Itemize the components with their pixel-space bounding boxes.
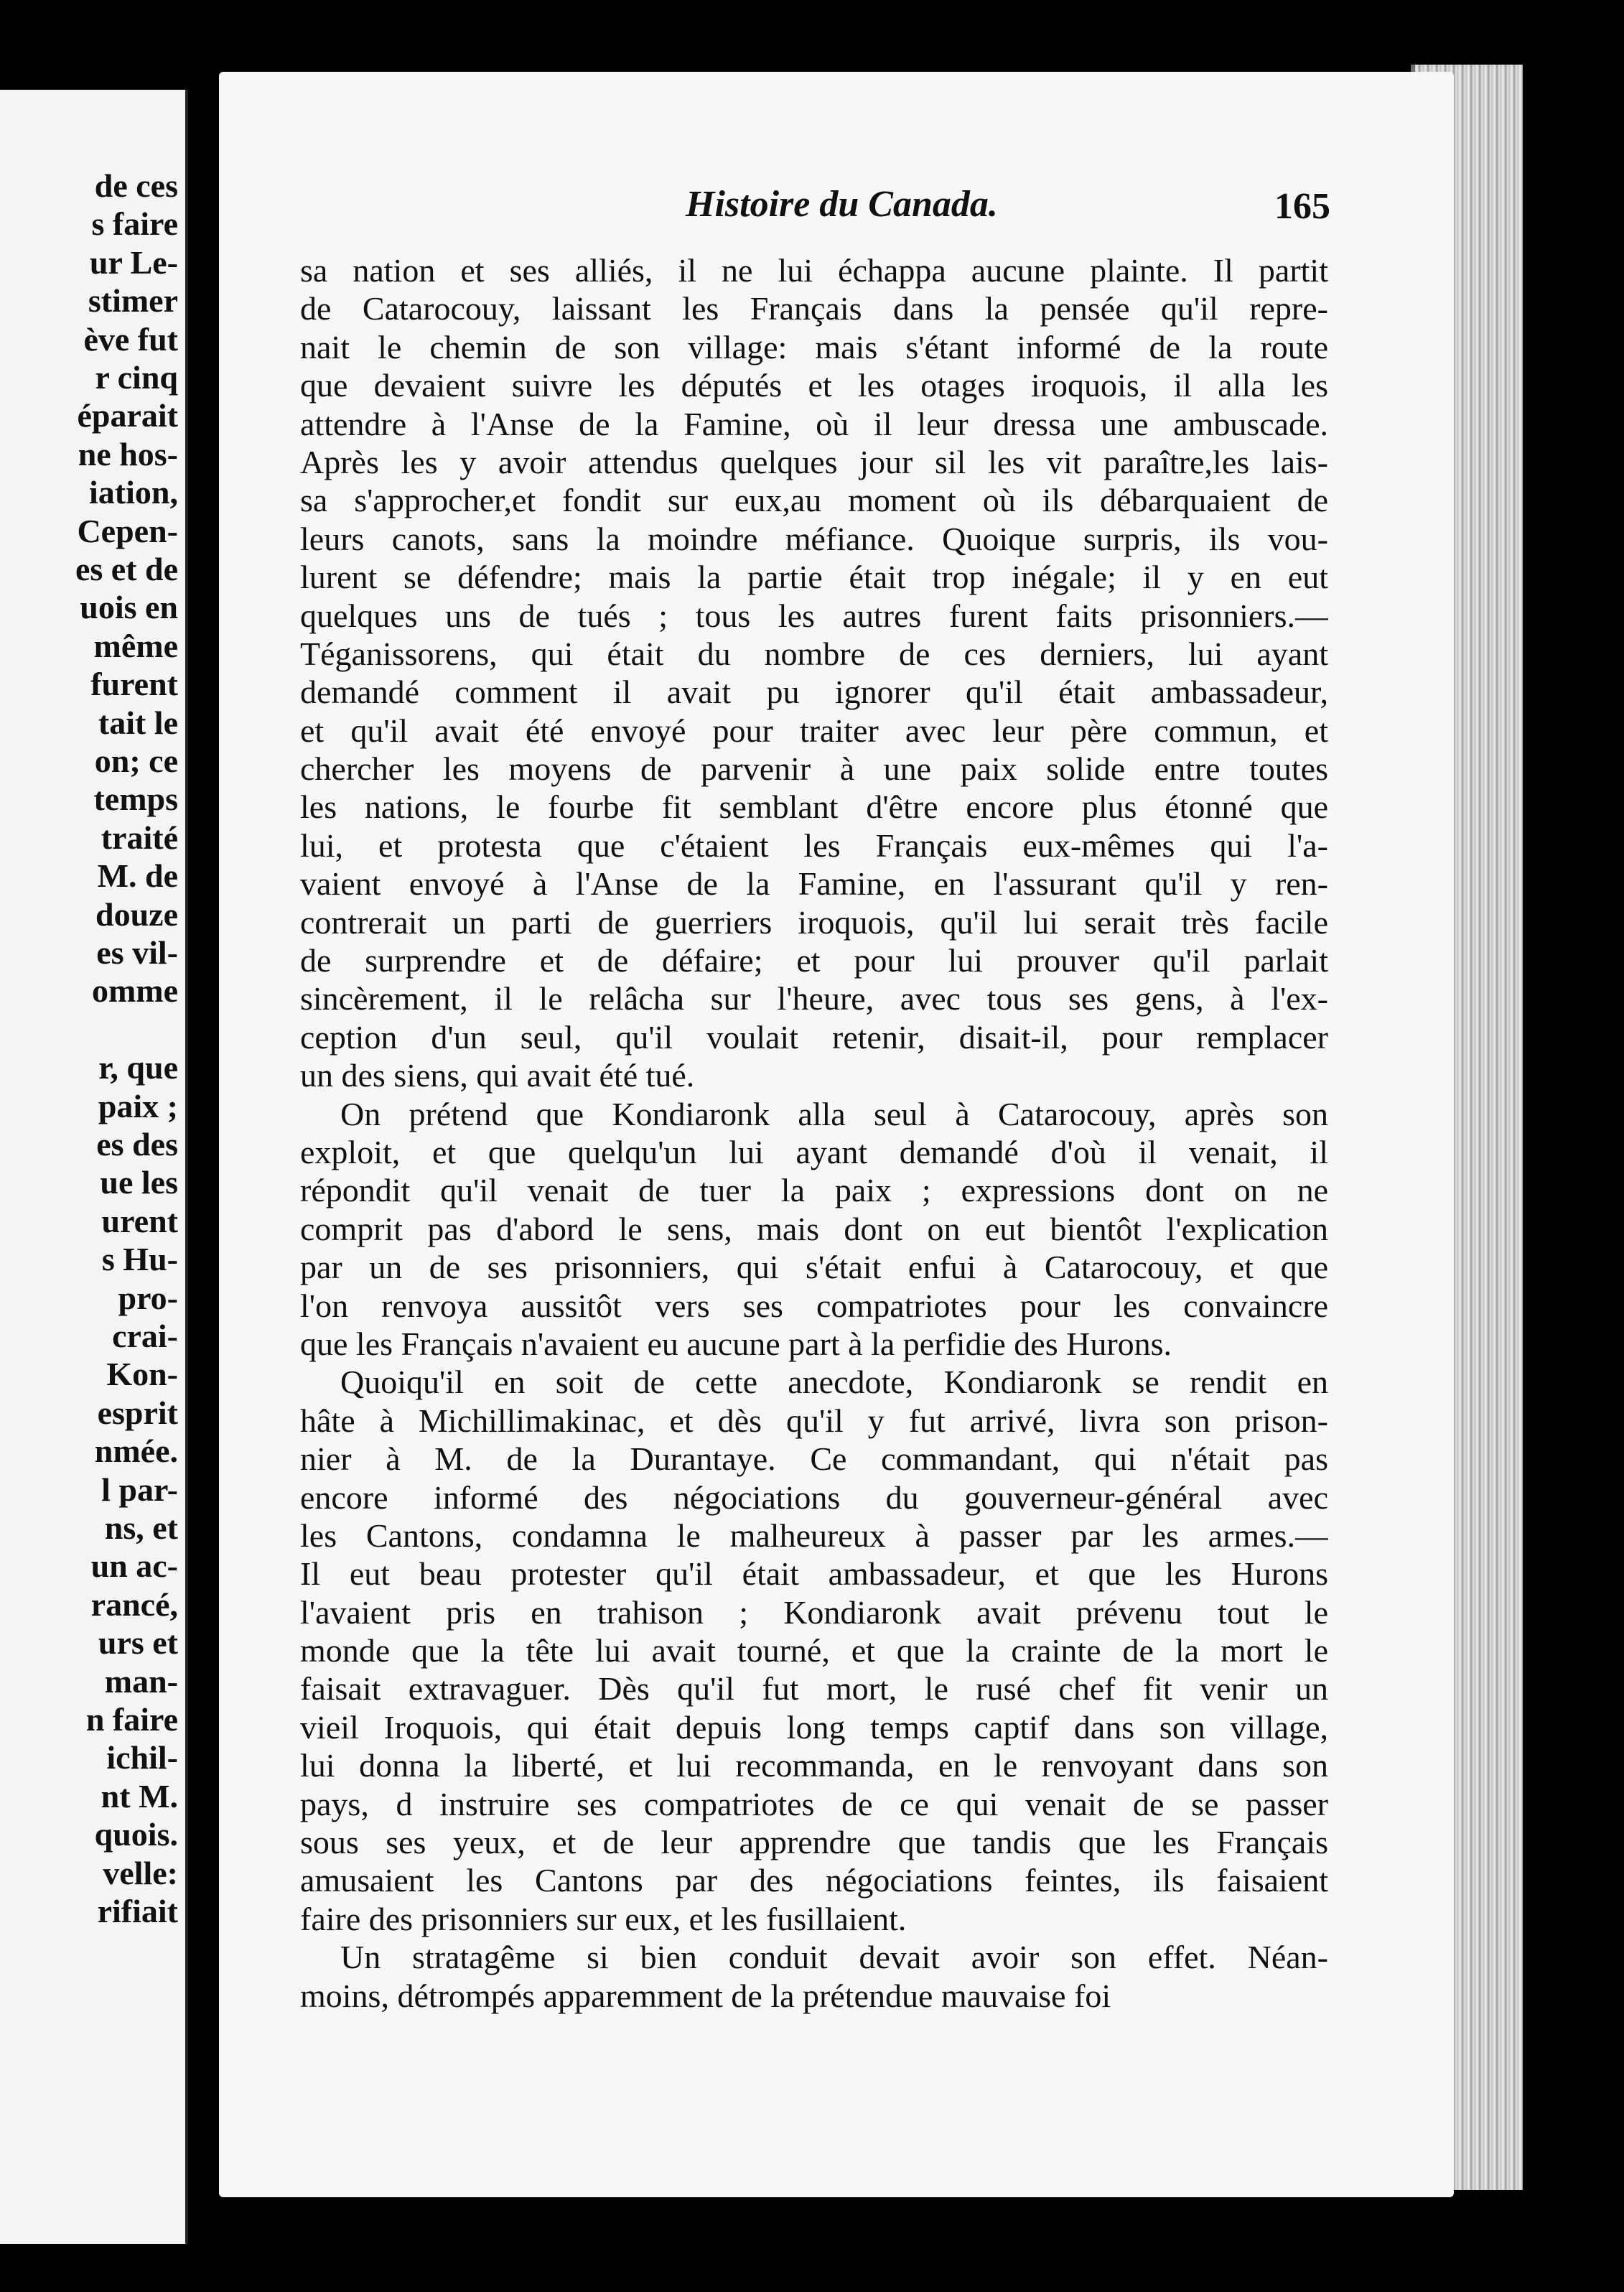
- paragraph: [300, 1938, 1328, 2015]
- left-page-line: velle:: [103, 1854, 178, 1891]
- left-page-line: M. de: [97, 857, 178, 895]
- text-line: lurent se défendre; mais la partie était trop inégale; il y en eut: [300, 559, 1328, 596]
- text-line: attendre à l'Anse de la Famine, où il leur dressa une ambuscade.: [300, 405, 1328, 442]
- text-line: moins, détrompés apparemment de la prétendue mauvaise foi: [300, 1977, 1111, 2014]
- text-line: de Catarocouy, laissant les Français dans la pensée qu'il repre-: [300, 290, 1328, 327]
- text-line: monde que la tête lui avait tourné, et que la crainte de la mort le: [300, 1632, 1328, 1669]
- left-page-line: ne hos-: [78, 435, 178, 472]
- text-line: sous ses yeux, et de leur apprendre que tandis que les Français: [300, 1824, 1328, 1861]
- page-body-text: [300, 251, 1328, 2015]
- left-page-line: s faire: [91, 205, 178, 243]
- left-page-line: l par-: [101, 1471, 178, 1508]
- text-line: par un de ses prisonniers, qui s'était enfui à Catarocouy, et que: [300, 1249, 1328, 1286]
- text-line: comprit pas d'abord le sens, mais dont on eut bientôt l'explication: [300, 1210, 1328, 1247]
- left-page-line: n faire: [85, 1701, 178, 1738]
- text-line: l'avaient pris en trahison ; Kondiaronk avait prévenu tout le: [300, 1593, 1328, 1631]
- left-page-line: ichil-: [106, 1739, 178, 1776]
- facing-left-page: [0, 90, 188, 2244]
- left-page-line: on; ce: [94, 742, 178, 779]
- left-page-line: esprit: [97, 1394, 178, 1431]
- text-line: nait le chemin de son village: mais s'étant informé de la route: [300, 328, 1328, 365]
- text-line: ception d'un seul, qu'il voulait retenir, disait-il, pour remplacer: [300, 1018, 1328, 1056]
- text-line: encore informé des négociations du gouverneur-général avec: [300, 1478, 1328, 1516]
- text-line: nier à M. de la Durantaye. Ce commandant, qui n'était pas: [300, 1440, 1328, 1478]
- text-line: sa s'approcher,et fondit sur eux,au moment où ils débarquaient de: [300, 482, 1328, 519]
- left-page-line: es des: [96, 1126, 178, 1163]
- left-page-line: ns, et: [104, 1509, 178, 1546]
- text-line: les Cantons, condamna le malheureux à passer par les armes.—: [300, 1517, 1328, 1554]
- left-page-line: man-: [104, 1662, 178, 1700]
- text-line: amusaient les Cantons par des négociations feintes, ils faisaient: [300, 1862, 1328, 1899]
- text-line: vaient envoyé à l'Anse de la Famine, en l'assurant qu'il y ren-: [300, 865, 1328, 903]
- left-page-line: nt M.: [101, 1777, 178, 1814]
- left-page-line: urs et: [98, 1624, 178, 1662]
- left-page-line: temps: [93, 781, 178, 818]
- text-line: contrerait un parti de guerriers iroquois, qu'il lui serait très facile: [300, 903, 1328, 941]
- left-page-line: iation,: [89, 474, 178, 511]
- text-line: Quoiqu'il en soit de cette anecdote, Kondiaronk se rendit en: [340, 1364, 1328, 1401]
- text-line: pays, d instruire ses compatriotes de ce qui venait de se passer: [300, 1785, 1328, 1822]
- left-page-line: furent: [90, 666, 178, 703]
- left-page-line: urent: [101, 1202, 178, 1239]
- left-page-line: même: [93, 627, 178, 664]
- text-line: Un stratagême si bien conduit devait avoir son effet. Néan-: [340, 1939, 1328, 1976]
- left-page-line: Cepen-: [77, 512, 178, 549]
- left-page-line: ur Le-: [89, 243, 178, 281]
- left-page-line: stimer: [88, 282, 178, 320]
- text-line: quelques uns de tués ; tous les autres furent faits prisonniers.—: [300, 597, 1328, 634]
- text-line: faisait extravaguer. Dès qu'il fut mort, le rusé chef fit venir un: [300, 1670, 1328, 1708]
- text-line: les nations, le fourbe fit semblant d'être encore plus étonné que: [300, 788, 1328, 826]
- text-line: un des siens, qui avait été tué.: [300, 1057, 695, 1094]
- left-page-line: douze: [95, 895, 178, 933]
- left-page-line: s Hu-: [101, 1241, 178, 1278]
- text-line: l'on renvoya aussitôt vers ses compatriotes pour les convaincre: [300, 1287, 1328, 1324]
- left-page-line: rifiait: [97, 1893, 178, 1929]
- text-line: lui, et protesta que c'étaient les Français eux-mêmes qui l'a-: [300, 826, 1328, 864]
- left-page-line: quois.: [94, 1816, 178, 1853]
- text-line: hâte à Michillimakinac, et dès qu'il y fut arrivé, livra son prison-: [300, 1402, 1328, 1439]
- text-line: Après les y avoir attendus quelques jour sil les vit paraître,les lais-: [300, 443, 1328, 480]
- text-line: On prétend que Kondiaronk alla seul à Catarocouy, après son: [340, 1095, 1328, 1132]
- text-line: vieil Iroquois, qui était depuis long temps captif dans son village,: [300, 1708, 1328, 1746]
- left-page-line: nmée.: [94, 1432, 178, 1470]
- left-page-line: omme: [91, 972, 178, 1010]
- left-page-line: pro-: [118, 1279, 178, 1316]
- left-page-line: de ces: [94, 167, 178, 204]
- text-line: de surprendre et de défaire; et pour lui prouver qu'il parlait: [300, 942, 1328, 979]
- left-page-line: tait le: [98, 704, 178, 741]
- paragraph: [300, 251, 1328, 1095]
- running-header-title: Histoire du Canada.: [686, 184, 998, 225]
- left-page-line: r, que: [98, 1049, 178, 1086]
- text-line: Téganissorens, qui était du nombre de ces derniers, lui ayant: [300, 635, 1328, 672]
- text-line: répondit qu'il venait de tuer la paix ; expressions dont on ne: [300, 1172, 1328, 1209]
- left-page-line: éparait: [77, 397, 178, 434]
- page-number: 165: [1274, 186, 1330, 227]
- left-page-line: es et de: [75, 551, 178, 587]
- text-line: faire des prisonniers sur eux, et les fusillaient.: [300, 1900, 907, 1937]
- paragraph: [300, 1095, 1328, 1364]
- text-line: que les Français n'avaient eu aucune part à la perfidie des Hurons.: [300, 1325, 1172, 1362]
- text-line: sincèrement, il le relâcha sur l'heure, avec tous ses gens, à l'ex-: [300, 980, 1328, 1017]
- left-page-line: paix ;: [98, 1087, 178, 1124]
- paragraph: [300, 1363, 1328, 1938]
- left-page-line: ue les: [100, 1164, 178, 1201]
- text-line: sa nation et ses alliés, il ne lui échappa aucune plainte. Il partit: [300, 252, 1328, 289]
- text-line: que devaient suivre les députés et les otages iroquois, il alla les: [300, 367, 1328, 404]
- left-page-line: Kon-: [106, 1356, 178, 1393]
- text-line: demandé comment il avait pu ignorer qu'il était ambassadeur,: [300, 674, 1328, 711]
- left-page-line: traité: [101, 819, 178, 856]
- left-page-line: es vil-: [96, 934, 178, 971]
- left-page-line: ève fut: [83, 320, 178, 358]
- left-page-line: uois en: [80, 589, 178, 626]
- text-line: leurs canots, sans la moindre méfiance. Quoique surpris, ils vou-: [300, 520, 1328, 557]
- text-line: lui donna la liberté, et lui recommanda, en le renvoyant dans son: [300, 1747, 1328, 1784]
- left-page-line: rancé,: [90, 1585, 178, 1623]
- left-page-line: r cinq: [95, 359, 178, 396]
- left-page-line: un ac-: [90, 1547, 178, 1585]
- left-page-line: crai-: [112, 1318, 178, 1354]
- text-line: Il eut beau protester qu'il était ambassadeur, et que les Hurons: [300, 1555, 1328, 1593]
- text-line: exploit, et que quelqu'un lui ayant demandé d'où il venait, il: [300, 1133, 1328, 1170]
- text-line: et qu'il avait été envoyé pour traiter avec leur père commun, et: [300, 712, 1328, 749]
- text-line: chercher les moyens de parvenir à une paix solide entre toutes: [300, 750, 1328, 788]
